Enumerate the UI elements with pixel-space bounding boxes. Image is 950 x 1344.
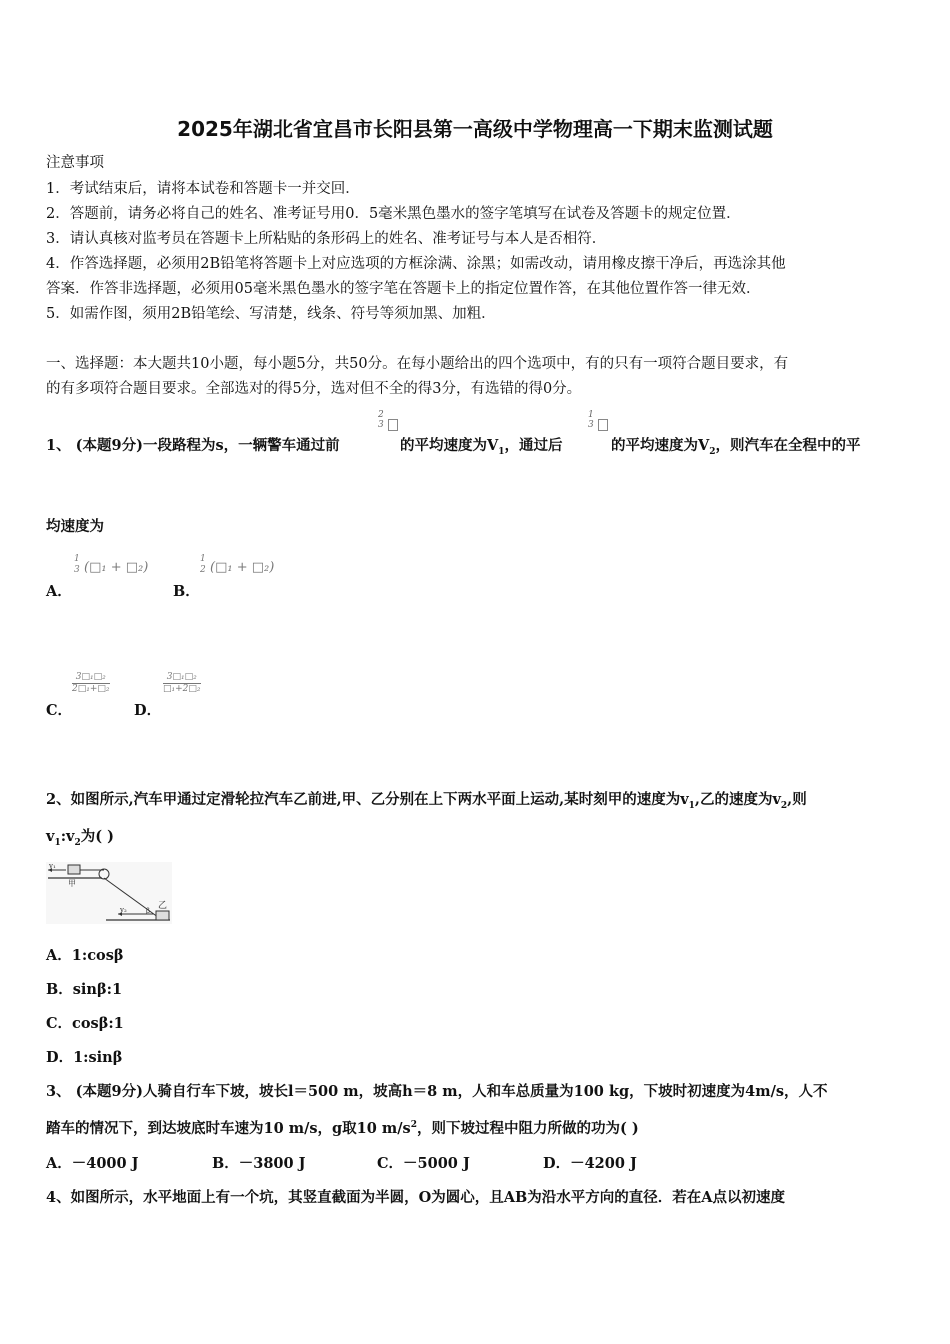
q2-option-b[interactable]: B．sinβ:1 <box>46 981 123 998</box>
notice-item: 5．如需作图，须用2B铅笔绘、写清楚，线条、符号等须加黑、加粗． <box>46 306 496 322</box>
v1-label: v₁ <box>49 862 56 870</box>
coef-num: 1 <box>74 554 80 564</box>
q2-text-line1: 2、如图所示,汽车甲通过定滑轮拉汽车乙前进,甲、乙分别在上下两水平面上运动,某时刻甲的速度为$v_1$,乙的速度为$v_2$,则 <box>46 791 807 811</box>
car-jia-icon <box>68 865 80 874</box>
q1-text-line2: 均速度为 <box>46 518 104 535</box>
coef-num: 1 <box>200 554 206 564</box>
notice-item: 2．答题前，请务必将自己的姓名、准考证号用0．5毫米黑色墨水的签字笔填写在试卷及答题卡的规定位置． <box>46 206 741 222</box>
notice-item: 3．请认真核对监考员在答题卡上所粘贴的条形码上的姓名、准考证号与本人是否相符． <box>46 231 607 247</box>
q1-option-c-label[interactable]: C． <box>46 702 73 719</box>
notice-heading: 注意事项 <box>46 155 104 171</box>
frac-num: 2 <box>378 410 384 420</box>
placeholder-box-icon <box>598 414 608 433</box>
coef-den: 2 <box>200 565 206 575</box>
q1-option-b-label[interactable]: B． <box>173 583 200 600</box>
q1-text-part1: 1、 (本题9分)一段路程为s，一辆警车通过前 <box>46 437 340 454</box>
v2-label: v₂ <box>120 906 127 914</box>
q3-text-line1: 3、 (本题9分)人骑自行车下坡，坡长l＝500 m，坡高h＝8 m，人和车总质量为100 kg，下坡时初速度为4m/s，人不 <box>46 1083 828 1100</box>
fraction-denominator: □₁+2□₂ <box>163 684 201 694</box>
frac-num: 1 <box>588 410 594 420</box>
car-yi-icon <box>156 911 169 920</box>
q1-option-d-label[interactable]: D． <box>134 702 162 719</box>
section-description: 的有多项符合题目要求。全部选对的得5分，选对但不全的得3分，有选错的得0分。 <box>46 381 582 397</box>
q4-text-line1: 4、如图所示，水平地面上有一个坑，其竖直截面为半圆，O为圆心，且AB为沿水平方向的直径．若在A点以初速度 <box>46 1189 785 1206</box>
q2-text-line2: $v_1:v_2$为( ) <box>46 828 115 848</box>
q2-option-c[interactable]: C．cosβ:1 <box>46 1015 124 1032</box>
section-heading: 一、选择题：本大题共10小题，每小题5分，共50分。在每小题给出的四个选项中，有的只有一项符合题目要求，有 <box>46 356 789 372</box>
fraction-numerator: 3□₁□₂ <box>166 672 197 682</box>
q2-option-d[interactable]: D．1:sinβ <box>46 1049 123 1066</box>
q1-option-d-fraction <box>163 672 201 695</box>
q2-option-a[interactable]: A．1:cosβ <box>46 947 124 964</box>
q3-option-d[interactable]: D．－4200 J <box>543 1155 637 1172</box>
notice-item: 答案．作答非选择题，必须用05毫米黑色墨水的签字笔在答题卡上的指定位置作答，在其他位置作答一律无效． <box>46 281 761 297</box>
q1-option-a-expression: (□₁ + □₂) <box>84 560 149 575</box>
q3-text-line2: 踏车的情况下，到达坡底时车速为10 m/s，g取10 $m/s^2$，则下坡过程中阻力所做的功为( ) <box>46 1120 639 1137</box>
fraction-numerator: 3□₁□₂ <box>75 672 106 682</box>
q2-pulley-diagram <box>46 862 172 924</box>
fraction-denominator: 2□₁+□₂ <box>72 684 110 694</box>
q1-option-b-coef <box>200 554 206 576</box>
q1-text-part4: 的平均速度为$V_2$，则汽车在全程中的平 <box>611 437 861 457</box>
q3-option-a[interactable]: A．－4000 J <box>46 1155 139 1172</box>
q1-text-part2: 的平均速度为$V_1$，通过后 <box>400 437 563 457</box>
placeholder-box-icon <box>388 414 398 433</box>
yi-label: 乙 <box>158 901 168 911</box>
q1-fraction-two-thirds <box>378 410 384 430</box>
q1-option-a-label[interactable]: A． <box>46 583 72 600</box>
notice-item: 4．作答选择题，必须用2B铅笔将答题卡上对应选项的方框涂满、涂黑；如需改动，请用橡皮擦干净后，再选涂其他 <box>46 256 786 272</box>
q1-option-c-fraction <box>72 672 110 695</box>
frac-den: 3 <box>378 420 384 430</box>
coef-den: 3 <box>74 565 80 575</box>
diagram-background <box>46 862 172 924</box>
q1-option-a-coef <box>74 554 80 576</box>
q1-fraction-one-third <box>588 410 594 430</box>
beta-label: β <box>146 907 151 915</box>
q3-option-b[interactable]: B．－3800 J <box>212 1155 306 1172</box>
page-title: 2025年湖北省宜昌市长阳县第一高级中学物理高一下期末监测试题 <box>177 117 773 141</box>
q3-option-c[interactable]: C．－5000 J <box>377 1155 470 1172</box>
notice-item: 1．考试结束后，请将本试卷和答题卡一并交回． <box>46 181 360 197</box>
frac-den: 3 <box>588 420 594 430</box>
jia-label: 甲 <box>68 879 76 888</box>
q1-option-b-expression: (□₁ + □₂) <box>210 560 275 575</box>
